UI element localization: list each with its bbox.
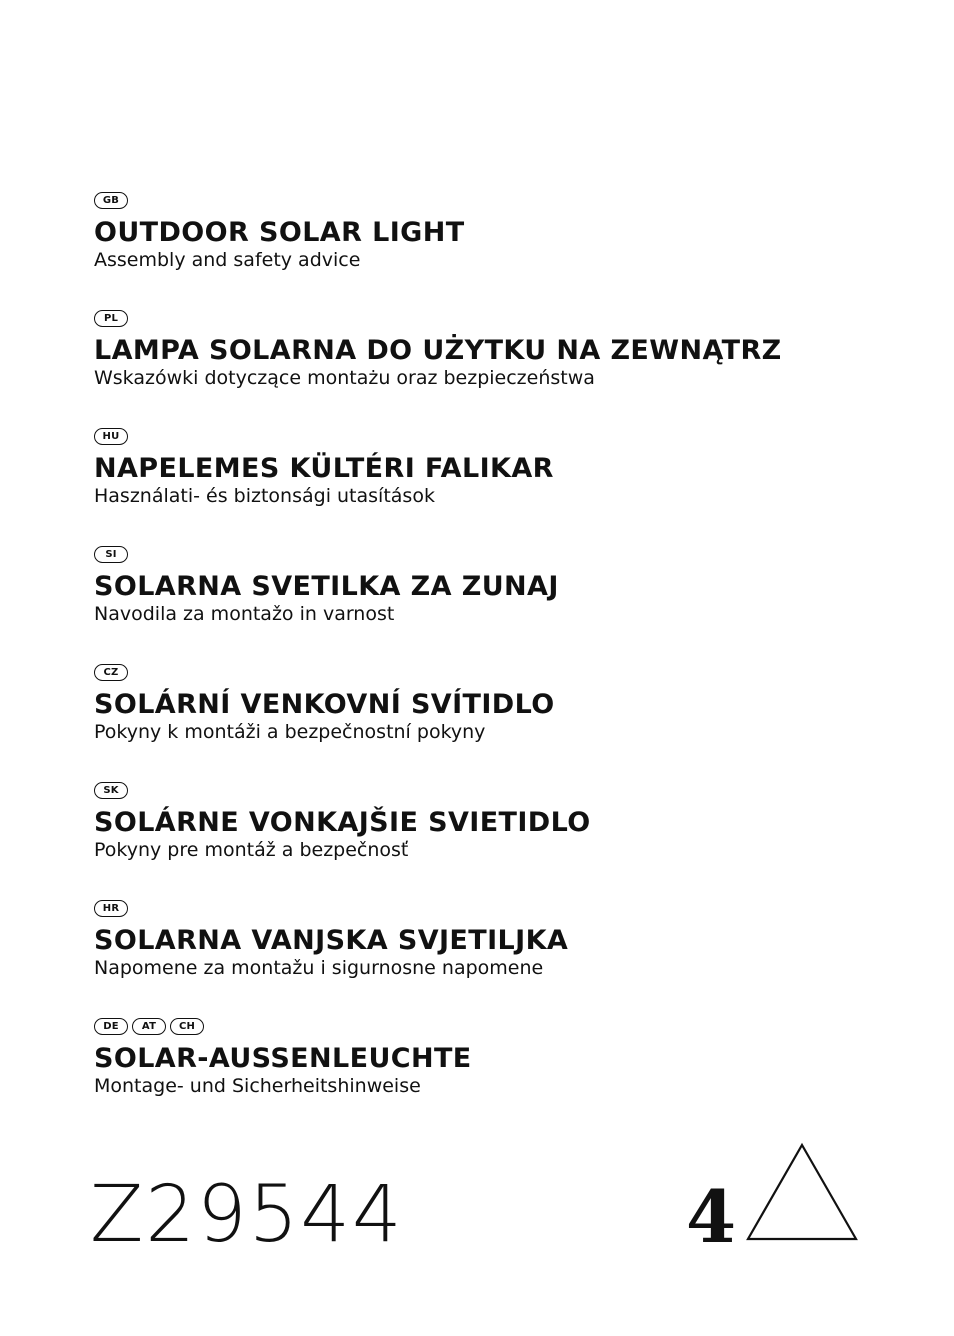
- section-hr: [94, 898, 914, 1016]
- language-badges: [94, 780, 914, 800]
- section-si: [94, 544, 914, 662]
- model-number: Z29544: [90, 1170, 404, 1260]
- language-badge: PL: [94, 310, 128, 327]
- section-gb: [94, 190, 914, 308]
- language-badge: CZ: [94, 664, 128, 681]
- language-badges: [94, 544, 914, 564]
- language-badge: HR: [94, 900, 128, 917]
- language-badge: CH: [170, 1018, 204, 1035]
- version-number: 4: [686, 1174, 737, 1259]
- product-title: SOLÁRNE VONKAJŠIE SVIETIDLO: [94, 807, 591, 838]
- product-title: SOLAR-AUSSENLEUCHTE: [94, 1043, 472, 1074]
- language-badges: [94, 308, 914, 328]
- language-sections: [94, 190, 914, 1134]
- section-sk: [94, 780, 914, 898]
- product-subtitle: Assembly and safety advice: [94, 249, 361, 271]
- product-title: SOLARNA VANJSKA SVJETILJKA: [94, 925, 569, 956]
- language-badges: [94, 898, 914, 918]
- section-hu: [94, 426, 914, 544]
- product-title: SOLARNA SVETILKA ZA ZUNAJ: [94, 571, 559, 602]
- product-subtitle: Használati- és biztonsági utasítások: [94, 485, 435, 507]
- product-title: LAMPA SOLARNA DO UŻYTKU NA ZEWNĄTRZ: [94, 335, 782, 366]
- product-subtitle: Napomene za montažu i sigurnosne napomene: [94, 957, 544, 979]
- product-subtitle: Pokyny pre montáž a bezpečnosť: [94, 839, 409, 861]
- language-badge: SK: [94, 782, 128, 799]
- language-badge: SI: [94, 546, 128, 563]
- product-subtitle: Montage- und Sicherheitshinweise: [94, 1075, 421, 1097]
- product-title: SOLÁRNÍ VENKOVNÍ SVÍTIDLO: [94, 689, 555, 720]
- product-title: NAPELEMES KÜLTÉRI FALIKAR: [94, 453, 554, 484]
- section-cz: [94, 662, 914, 780]
- language-badge: GB: [94, 192, 128, 209]
- product-subtitle: Pokyny k montáži a bezpečnostní pokyny: [94, 721, 486, 743]
- language-badge: AT: [132, 1018, 166, 1035]
- section-pl: [94, 308, 914, 426]
- language-badges: [94, 662, 914, 682]
- triangle-outline-icon: [744, 1142, 860, 1242]
- language-badge: DE: [94, 1018, 128, 1035]
- language-badge: HU: [94, 428, 128, 445]
- language-badges: [94, 1016, 914, 1036]
- product-subtitle: Wskazówki dotyczące montażu oraz bezpieczeństwa: [94, 367, 595, 389]
- section-de-at-ch: [94, 1016, 914, 1134]
- language-badges: [94, 426, 914, 446]
- product-title: OUTDOOR SOLAR LIGHT: [94, 217, 465, 248]
- product-subtitle: Navodila za montažo in varnost: [94, 603, 395, 625]
- language-badges: [94, 190, 914, 210]
